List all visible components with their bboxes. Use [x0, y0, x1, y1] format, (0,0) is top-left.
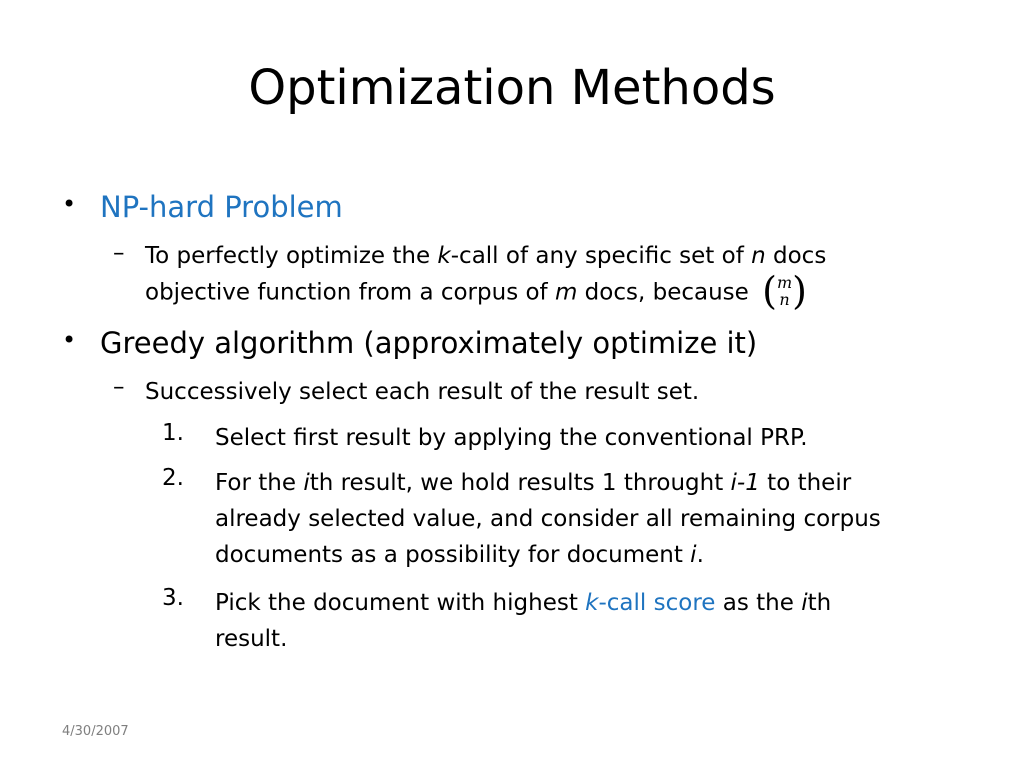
step-number: 3.: [162, 585, 184, 611]
step-number: 2.: [162, 465, 184, 491]
slide-date: 4/30/2007: [62, 724, 129, 739]
step-number: 1.: [162, 420, 184, 446]
step-2: For the ith result, we hold results 1 throught i-1 to their already selected value, and consider all remaining corpus documents as a possibility for document i.: [215, 470, 881, 568]
step-3: Pick the document with highest k-call score as the ith result.: [215, 590, 832, 652]
binomial-coefficient: (m n): [762, 269, 807, 313]
slide-title: Optimization Methods: [248, 60, 776, 116]
bullet-marker: •: [62, 326, 77, 354]
bullet-marker: •: [62, 190, 77, 218]
kcall-score-link: -call score: [598, 590, 716, 616]
bullet-greedy: Greedy algorithm (approximately optimize it): [100, 326, 758, 360]
sub-bullet-optimize: To perfectly optimize the k-call of any specific set of n docs objective function from a corpus of m docs, because (m n): [145, 243, 827, 313]
bullet-np-hard: NP-hard Problem: [100, 190, 343, 224]
dash-marker: –: [113, 374, 125, 400]
dash-marker: –: [113, 240, 125, 266]
sub-bullet-successively: Successively select each result of the result set.: [145, 379, 700, 405]
step-1: Select first result by applying the conventional PRP.: [215, 425, 808, 451]
